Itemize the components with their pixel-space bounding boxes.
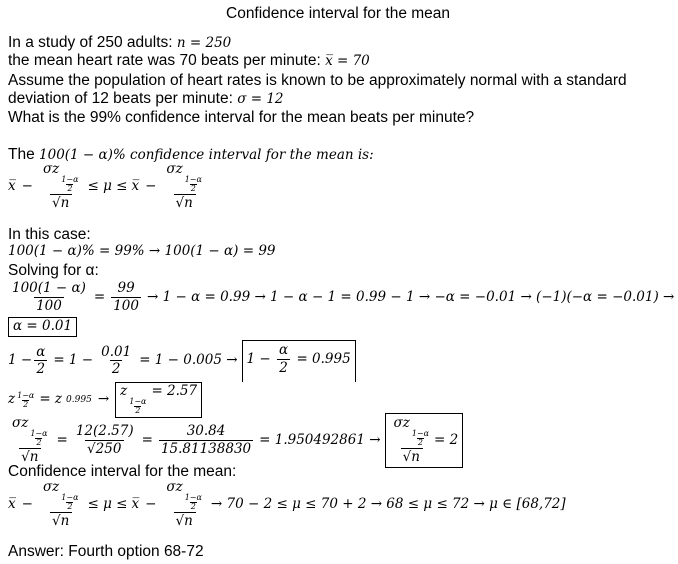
problem-line-1-math: n = 250	[176, 35, 232, 51]
half-alpha-result-box: 1 − $\frac{\alpha}{2}$ = 0.995	[242, 340, 356, 382]
0.01-over-2: $\frac{0.01}{2}$	[101, 343, 132, 378]
fraction-100-1-alpha: $\frac{100(1 - \alpha)}{100}$	[12, 280, 86, 314]
minus-sign: −	[21, 177, 33, 194]
leq-mu-leq: ≤ μ ≤	[87, 177, 128, 194]
sqrt-n: √n	[52, 195, 70, 211]
problem-line-4-math: σ = 12	[237, 91, 284, 107]
problem-line-4-text: deviation of 12 beats per minute:	[8, 90, 238, 107]
general-formula	[8, 162, 207, 211]
margin-line: σz $\frac{1-\alpha}{2}$ √n = $\frac{12(2.57)}{√250}$ = $\frac{30.84}{15.81138830}$ = 1.950492861 → σz $\frac{1-\alpha}{2}$ √n = 2	[8, 413, 463, 468]
interval-heading: Confidence interval for the mean:	[8, 463, 237, 480]
case-line-1: 100(1 − α)% = 99% → 100(1 − α) = 99	[8, 243, 276, 259]
fraction-99-100: $\frac{99}{100}$	[113, 280, 139, 314]
fraction-12-2.57-over-sqrt-250: $\frac{12(2.57)}{√250}$	[75, 423, 134, 457]
z-value-line: z $\frac{1-\alpha}{2}$ = z 0.995 → z $\frac{1-\alpha}{2}$ = 2.57	[8, 382, 202, 418]
alpha-result-box: α = 0.01	[8, 317, 77, 337]
problem-line-2-text: the mean heart rate was 70 beats per minute:	[8, 52, 326, 69]
fraction-30.84: $\frac{30.84}{15.81138830}$	[160, 423, 252, 457]
page-title: Confidence interval for the mean	[226, 5, 451, 22]
z-subscript-fraction: $\frac{1-\alpha}{2}$	[61, 175, 79, 193]
problem-line-2-math: x̅ = 70	[325, 53, 370, 69]
alpha-over-2: $\frac{\alpha}{2}$	[36, 343, 46, 378]
sigma-z-over-sqrt-n-fraction-2: σz $\frac{1-\alpha}{2}$ √n	[166, 161, 202, 211]
interval-line: x̅ − σz $\frac{1-\alpha}{2}$ √n ≤ μ ≤ x̅ − σz $\frac{1-\alpha}{2}$ √n → 70 − 2 ≤ μ ≤ 70 + 2 → 68 ≤ μ ≤ 72 → μ ∈ [68,72]	[8, 479, 566, 529]
interval-chain: → 70 − 2 ≤ μ ≤ 70 + 2 → 68 ≤ μ ≤ 72 → μ ∈ [68,72]	[210, 495, 566, 512]
xbar-2: x̅	[131, 177, 140, 194]
problem-line-3: Assume the population of heart rates is known to be approximately normal with a standard	[8, 72, 627, 89]
sigma-z-over-sqrt-n-fraction	[41, 162, 82, 211]
problem-line-4	[8, 91, 284, 107]
alpha-derivation: $\frac{100(1 - \alpha)}{100}$ = $\frac{99}{100}$ → 1 − α = 0.99 → 1 − α − 1 = 0.99 − 1 → −α = −0.01 → (−1)(−α = −0.01) →	[12, 280, 675, 314]
sigma-z: σz	[42, 161, 60, 177]
problem-line-1	[8, 35, 231, 51]
case-heading: In this case:	[8, 226, 91, 243]
answer: Answer: Fourth option 68-72	[8, 543, 204, 560]
z-result-box: z $\frac{1-\alpha}{2}$ = 2.57	[115, 382, 202, 418]
formula-intro-math: 100(1 − α)% confidence interval for the mean is:	[39, 147, 374, 163]
formula-intro-text: The	[8, 146, 40, 163]
formula-intro	[8, 147, 374, 163]
margin-result-box: σz $\frac{1-\alpha}{2}$ √n = 2	[385, 413, 464, 468]
alpha-chain: → 1 − α = 0.99 → 1 − α − 1 = 0.99 − 1 → −α = −0.01 → (−1)(−α = −0.01) →	[147, 288, 675, 305]
xbar: x̅	[8, 177, 16, 194]
solving-heading: Solving for α:	[8, 262, 99, 279]
problem-line-1-text: In a study of 250 adults:	[8, 34, 177, 51]
minus-sign-2: −	[145, 177, 157, 194]
half-alpha-line: 1 − $\frac{\alpha}{2}$ = 1 − $\frac{0.01}{2}$ = 1 − 0.005 → 1 − $\frac{\alpha}{2}$ = 0.995	[8, 340, 356, 382]
problem-line-2	[8, 53, 370, 69]
question: What is the 99% confidence interval for the mean beats per minute?	[8, 109, 475, 126]
